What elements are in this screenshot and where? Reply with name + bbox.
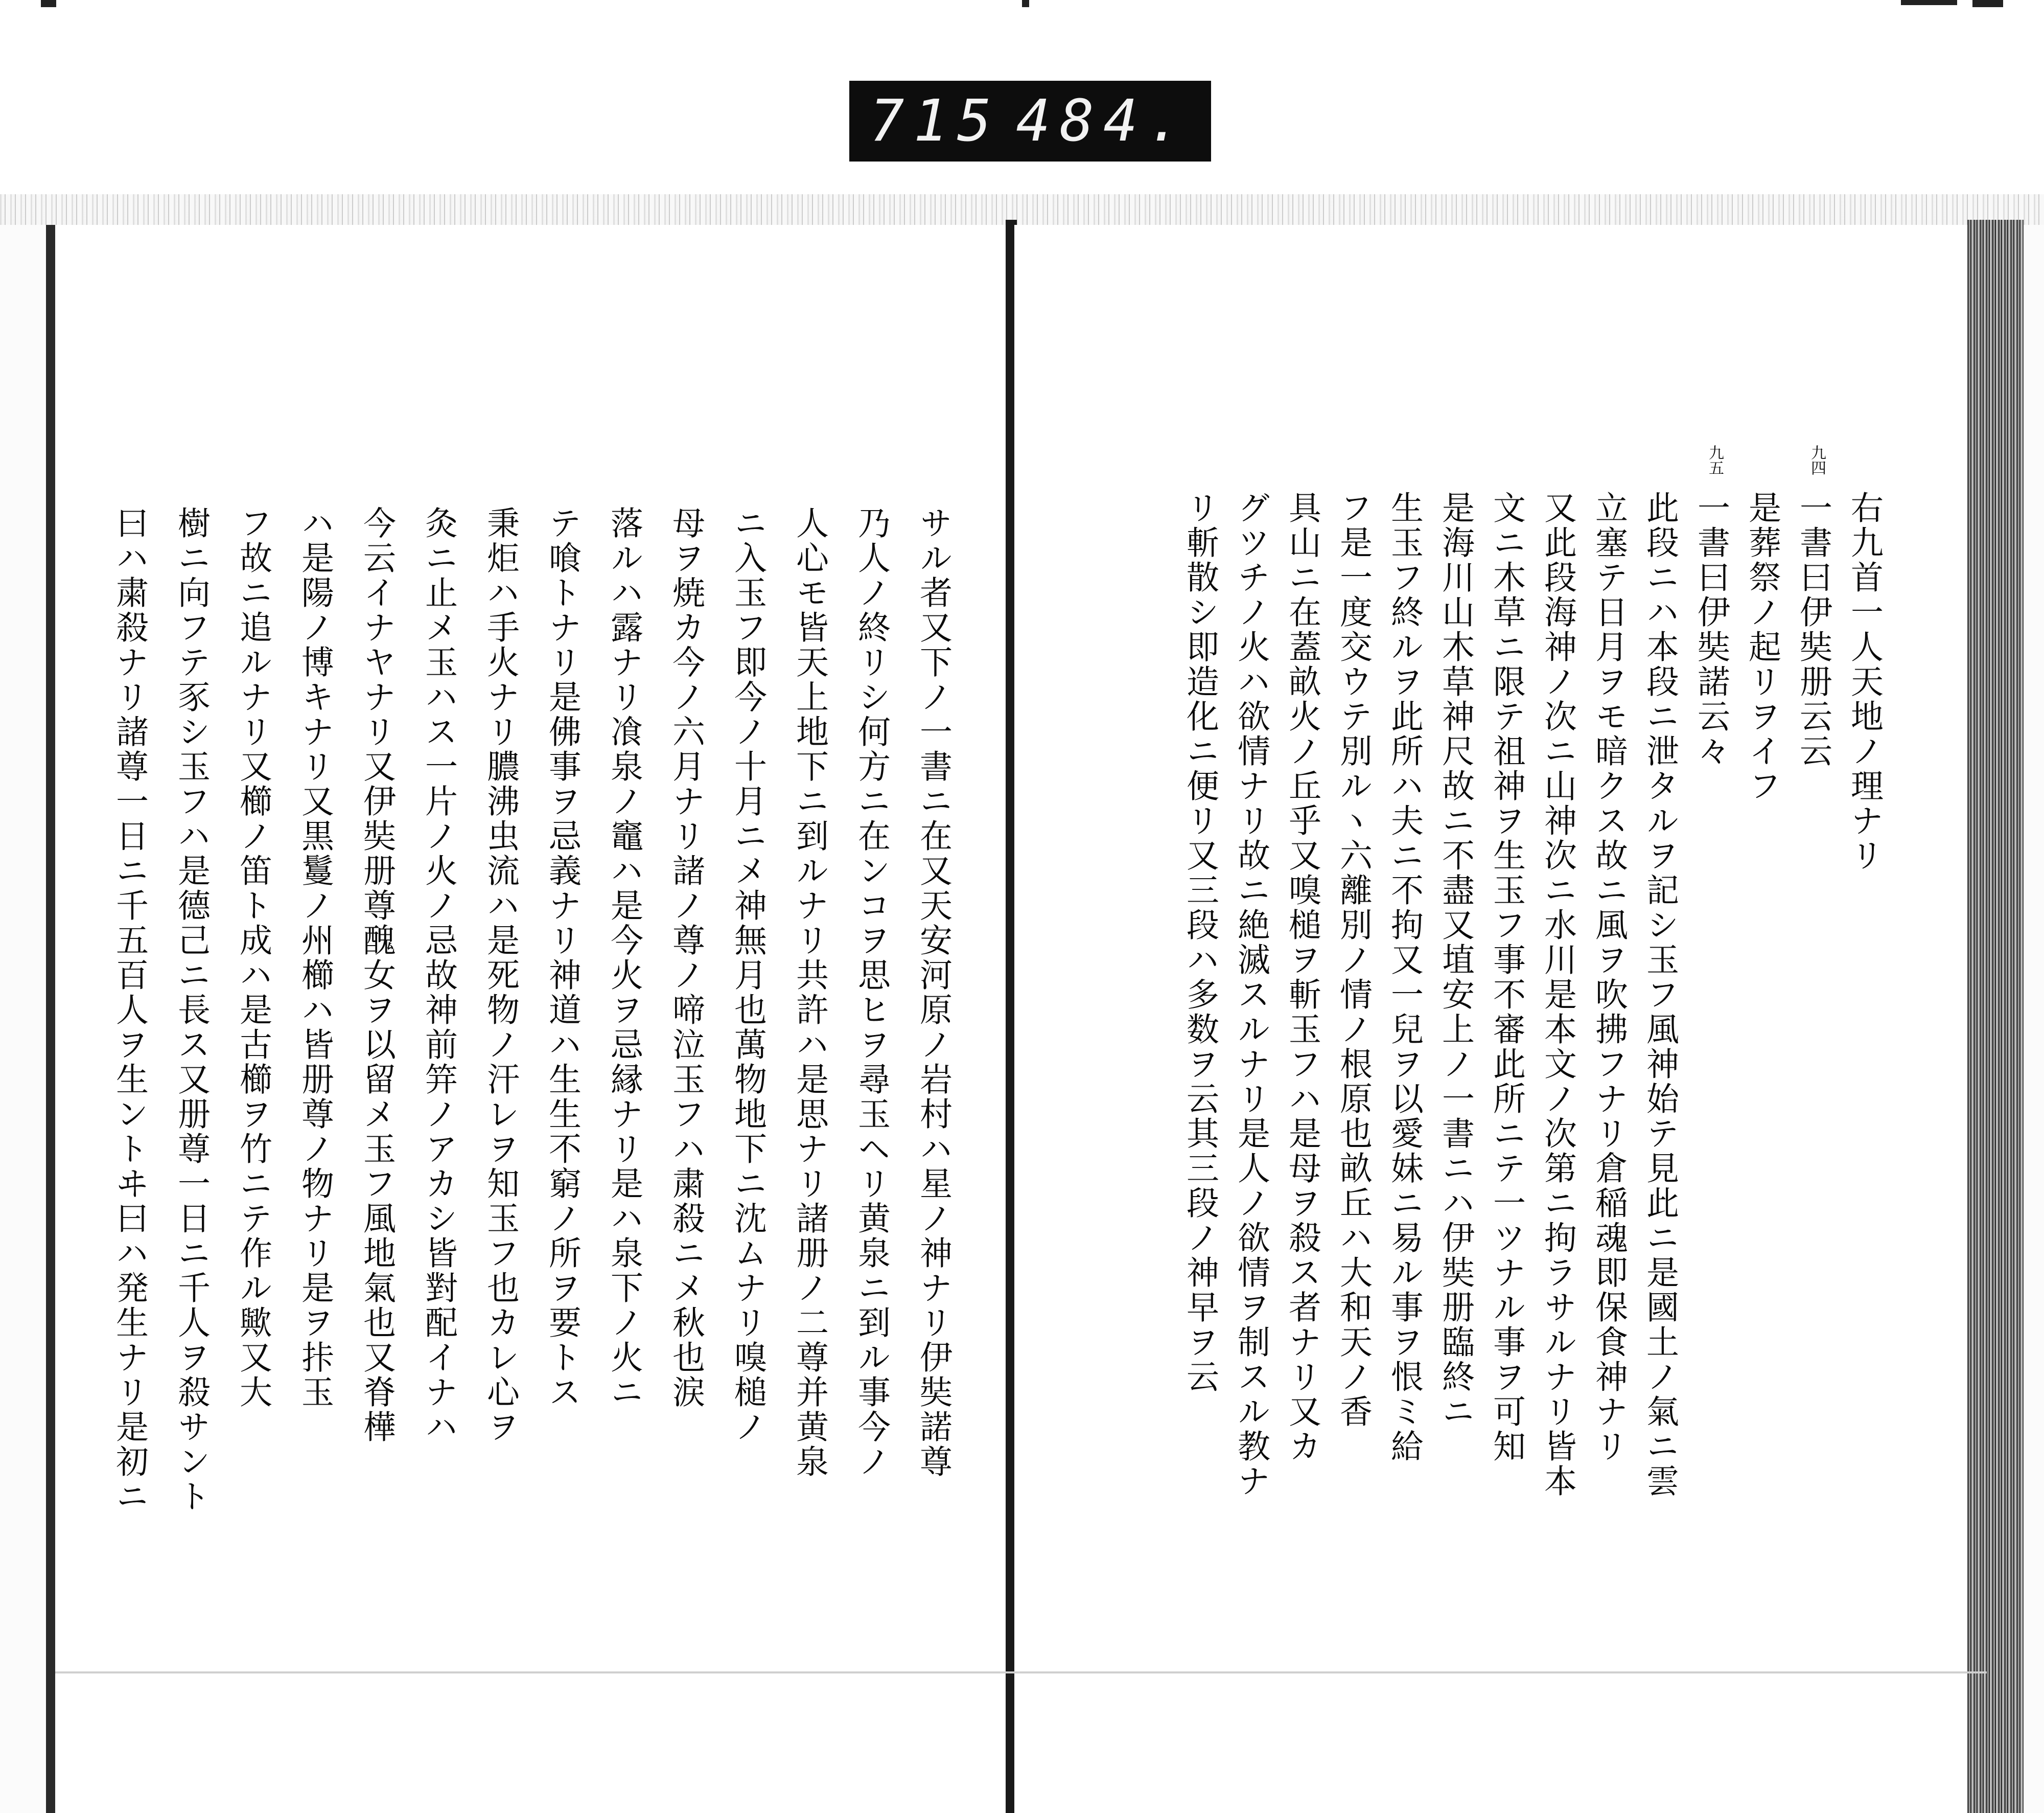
text-column: 此段ニハ本段ニ泄タルヲ記シ玉フ風神始テ見此ニ是國土ノ氣ニ雲 (1641, 491, 1679, 1499)
text-column: 一書曰伊奘諾云々 (1692, 491, 1730, 769)
text-column: 具山ニ在蓋畝火ノ丘乎又嗅槌ヲ斬玉フハ是母ヲ殺ス者ナリ又カ (1283, 491, 1321, 1464)
text-column: 是葬祭ノ起リヲイフ (1743, 491, 1781, 804)
catalog-number: 715 (870, 88, 1001, 154)
text-column: 人心モ皆天上地下ニ到ルナリ共許ハ是思ナリ諸册ノ二尊并黄泉 (791, 506, 828, 1479)
left-page (46, 225, 1016, 1813)
text-column: 乃人ノ終リシ何方ニ在ンコヲ思ヒヲ尋玉ヘリ黄泉ニ到ル事今ノ (852, 506, 890, 1479)
text-column: 生玉フ終ルヲ此所ハ夫ニ不拘又一兒ヲ以愛妹ニ易ル事ヲ恨ミ給 (1385, 491, 1423, 1464)
right-page (1014, 225, 1993, 1813)
text-column: 落ルハ露ナリ飡泉ノ竈ハ是今火ヲ忌縁ナリ是ハ泉下ノ火ニ (605, 506, 643, 1410)
text-column: サル者又下ノ一書ニ在又天安河原ノ岩村ハ星ノ神ナリ伊奘諾尊 (914, 506, 952, 1479)
text-column: 右九首一人天地ノ理ナリ (1845, 491, 1883, 873)
text-column: ニ入玉フ即今ノ十月ニメ神無月也萬物地下ニ沈ムナリ嗅槌ノ (729, 506, 766, 1444)
open-book (31, 220, 2024, 1813)
top-edge-marks (0, 0, 2044, 10)
text-column: ハ是陽ノ博キナリ又黒鬘ノ州櫛ハ皆册尊ノ物ナリ是ヲ拤玉 (296, 506, 334, 1410)
text-column: 是海川山木草神尺故ニ不盡又埴安上ノ一書ニハ伊奘册臨終ニ (1436, 491, 1474, 1429)
text-column: 母ヲ焼カ今ノ六月ナリ諸ノ尊ノ啼泣玉フハ粛殺ニメ秋也涙 (667, 506, 705, 1410)
catalog-label (849, 81, 1211, 162)
entry-number: 九五 (1706, 445, 1724, 475)
frame-number: 484. (1016, 88, 1191, 154)
text-column: 今云イナヤナリ又伊奘册尊醜女ヲ以留メ玉フ風地氣也又脊樺 (358, 506, 396, 1444)
right-page-text (1014, 225, 1993, 1813)
text-column: フ是一度交ウテ別ルヽ六離別ノ情ノ根原也畝丘ハ大和天ノ香 (1334, 491, 1372, 1429)
text-column: リ斬散シ即造化ニ便リ又三段ハ多数ヲ云其三段ノ神早ヲ云 (1181, 491, 1219, 1394)
text-column: 秉炬ハ手火ナリ膿沸虫流ハ是死物ノ汗レヲ知玉フ也カレ心ヲ (481, 506, 519, 1444)
text-column: 又此段海神ノ次ニ山神次ニ水川是本文ノ次第ニ拘ラサルナリ皆本 (1539, 491, 1576, 1499)
text-column: 曰ハ粛殺ナリ諸尊一日ニ千五百人ヲ生ントヰ曰ハ発生ナリ是初ニ (110, 506, 148, 1514)
page-edges (1967, 220, 2024, 1813)
text-column: 文ニ木草ニ限テ祖神ヲ生玉フ事不審此所ニテ一ツナル事ヲ可知 (1488, 491, 1525, 1464)
left-page-text (55, 225, 1016, 1813)
text-column: 樹ニ向フテ豕シ玉フハ是德己ニ長ス又册尊一日ニ千人ヲ殺サント (172, 506, 210, 1514)
text-column: グツチノ火ハ欲情ナリ故ニ絶滅スルナリ是人ノ欲情ヲ制スル教ナ (1232, 491, 1270, 1499)
text-column: テ喰トナリ是佛事ヲ忌義ナリ神道ハ生生不窮ノ所ヲ要トス (543, 506, 581, 1410)
scan-header-area (0, 0, 2044, 220)
text-column: 一書曰伊奘册云云 (1794, 491, 1832, 769)
text-column: 立塞テ日月ヲモ暗クス故ニ風ヲ吹拂フナリ倉稲魂即保食神ナリ (1590, 491, 1628, 1464)
text-column: フ故ニ追ルナリ又櫛ノ笛ト成ハ是古櫛ヲ竹ニテ作ル歟又大 (234, 506, 272, 1410)
page-bottom-rule (55, 1671, 1987, 1673)
text-column: 灸ニ止メ玉ハス一片ノ火ノ忌故神前笄ノアカシ皆對配イナハ (420, 506, 457, 1444)
entry-number: 九四 (1808, 445, 1826, 475)
